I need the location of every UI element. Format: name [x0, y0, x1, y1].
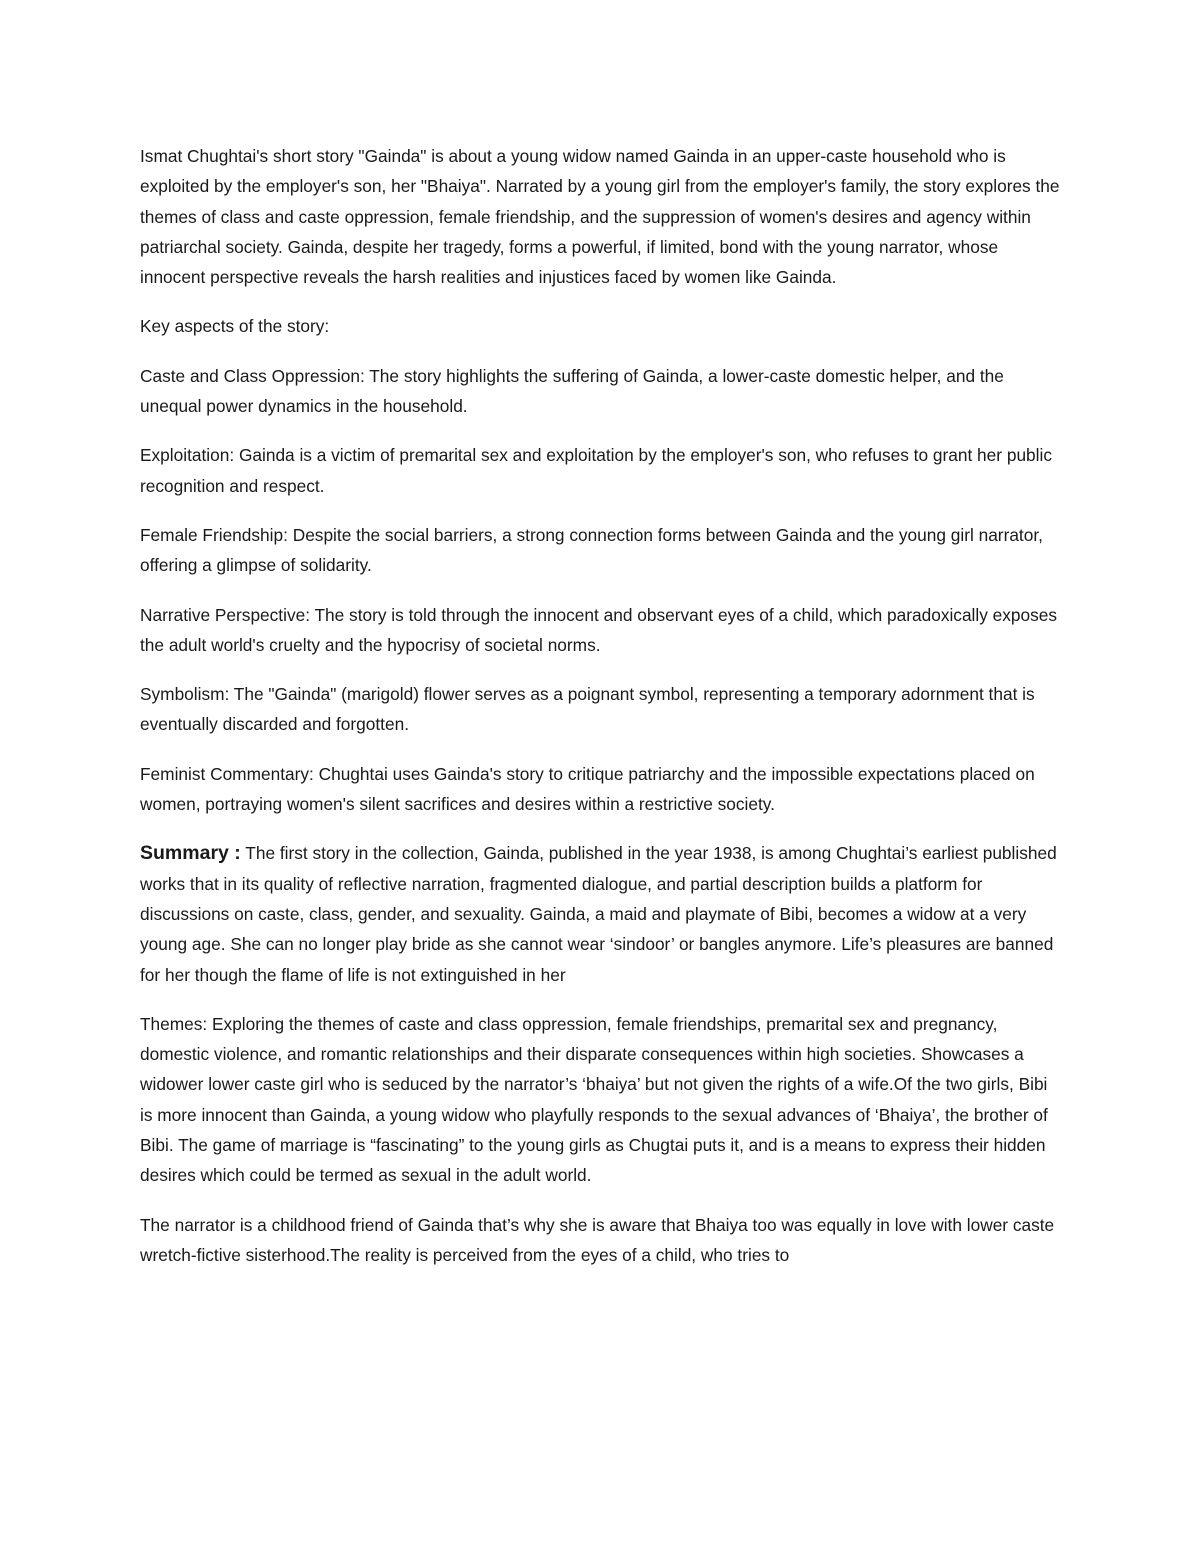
key-aspects-heading: Key aspects of the story: [140, 316, 330, 337]
summary-paragraph [140, 838, 1062, 989]
aspect-symbolism: Symbolism: The "Gainda" (marigold) flower serves as a poignant symbol, representing a temporary adornment that is eventually discarded and forgotten. [140, 684, 1035, 735]
document-body [140, 141, 1062, 1289]
aspect-exploitation: Exploitation: Gainda is a victim of premarital sex and exploitation by the employer's son, who refuses to grant her public recognition and respect. [140, 445, 1052, 496]
aspect-feminist-commentary: Feminist Commentary: Chughtai uses Gainda's story to critique patriarchy and the impossible expectations placed on women, portraying women's silent sacrifices and desires within a restrictive society. [140, 763, 1035, 815]
summary-text: The first story in the collection, Gainda, published in the year 1938, is among Chughtai’s earliest published works that in its quality of reflective narration, fragmented dialogue, and partial description builds a platform for discussions on caste, class, gender, and sexuality. Gainda, a maid and playmate of Bibi, becomes a widow at a very young age. She can no longer play bride as she cannot wear ‘sindoor’ or bangles anymore. Life’s pleasures are banned for her though the flame of life is not extinguished in her [140, 843, 1057, 985]
aspect-female-friendship: Female Friendship: Despite the social barriers, a strong connection forms between Gainda and the young girl narrator, offering a glimpse of solidarity. [140, 524, 1043, 576]
aspect-narrative-perspective: Narrative Perspective: The story is told through the innocent and observant eyes of a child, which paradoxically exposes the adult world's cruelty and the hypocrisy of societal norms. [140, 604, 1058, 655]
aspect-caste-class: Caste and Class Oppression: The story highlights the suffering of Gainda, a lower-caste domestic helper, and the unequal power dynamics in the household. [140, 365, 1004, 417]
intro-paragraph: Ismat Chughtai's short story "Gainda" is about a young widow named Gainda in an upper-caste household who is exploited by the employer's son, her "Bhaiya". Narrated by a young girl from the employer's family, the story explores the themes of class and caste oppression, female friendship, and the suppression of women's desires and agency within patriarchal society. Gainda, despite her tragedy, forms a powerful, if limited, bond with the young narrator, whose innocent perspective reveals the harsh realities and injustices faced by women like Gainda. [140, 146, 1060, 288]
summary-label: Summary : [140, 842, 241, 865]
themes-paragraph: Themes: Exploring the themes of caste and class oppression, female friendships, premarital sex and pregnancy, domestic violence, and romantic relationships and their disparate consequences within high societies. Showcases a widower lower caste girl who is seduced by the narrator’s ‘bhaiya’ but not given the rights of a wife.Of the two girls, Bibi is more innocent than Gainda, a young widow who playfully responds to the sexual advances of ‘Bhaiya’, the brother of Bibi. The game of marriage is “fascinating” to the young girls as Chugtai puts it, and is a means to express their hidden desires which could be termed as sexual in the adult world. [140, 1013, 1048, 1186]
narrator-paragraph: The narrator is a childhood friend of Gainda that’s why she is aware that Bhaiya too was equally in love with lower caste wretch-fictive sisterhood.The reality is perceived from the eyes of a child, who tries to [140, 1214, 1055, 1265]
